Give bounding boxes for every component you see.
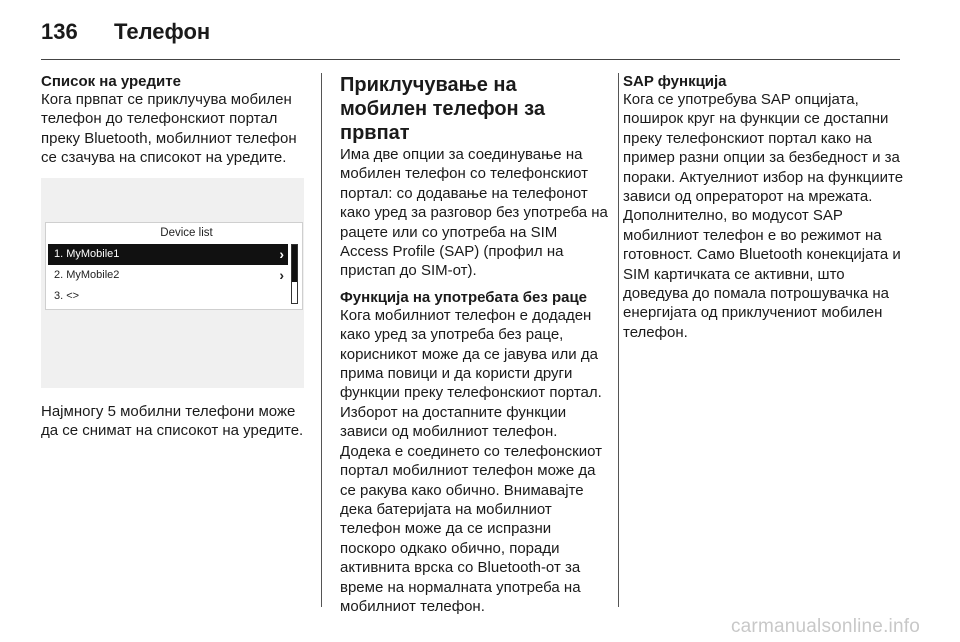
section-heading-device-list: Список на уредите — [41, 73, 181, 90]
page-header — [41, 14, 210, 50]
chevron-right-icon: › — [279, 266, 284, 283]
handsfree-paragraph: Кога мобилниот телефон е додаден како уред за употреба без раце, корисникот може да се јавува или да прима повици и да користи други функции преку телефонскиот портал. Изборот на достапните функции зависи од мобилниот телефон. Додека е соединето со телефонскиот портал мобилниот телефон може да се ракува како обично. Внимавајте дека батеријата на мобилниот телефон може да се испразни поскоро одкако обично, поради активнита врска со Bluetooth-от за време на нормалната употреба на мобилниот телефон. — [340, 306, 602, 615]
column-divider-2 — [618, 73, 619, 607]
page-title: Телефон — [114, 19, 211, 44]
device-list-paragraph: Кога првпат се приклучува мобилен телефон до телефонскиот портал преку Bluetooth, мобилниот телефон се сзачува на списокот на уредите. — [41, 91, 297, 167]
device-item-label: 3. <> — [54, 289, 80, 302]
column-left — [41, 73, 306, 448]
section-heading-first-connect: Приклучување на мобилен телефон за првпат — [340, 74, 545, 144]
device-list-item-2 — [48, 265, 288, 286]
section-heading-sap: SAP функција — [623, 73, 727, 90]
header-rule — [41, 59, 900, 60]
connect-options-paragraph: Има две опции за соединување на мобилен телефон со телефонскиот портал: со додавање на телефонот како уред за разговор без употреба на рацете или со употреба на SIM Access Profile (SAP) (профил на пристап до SIM-от). — [340, 146, 608, 280]
sap-paragraph: Кога се употребува SAP опцијата, поширок круг на функции се достапни преку телефонскиот портал како на пример разни опции за безбедност и за пораки. Актуелниот избор на функциите зависи од опрераторот на мрежата. Дополнително, во модусот SAP мобилниот телефон е во режимот на готовност. Само Bluetooth конекцијата и SIM картичката се активни, што доведува до помала потрошувачка на енергијата од приклучениот мобилен телефон. — [623, 91, 904, 341]
device-item-label: 2. MyMobile2 — [54, 268, 120, 281]
device-list-window — [45, 222, 303, 310]
chevron-right-icon: › — [279, 245, 284, 262]
device-list-item-3 — [48, 286, 288, 307]
device-list-title: Device list — [160, 226, 213, 239]
column-middle — [340, 73, 608, 624]
scrollbar-thumb — [292, 245, 297, 282]
device-list-item-1 — [48, 244, 288, 265]
watermark: carmanualsonline.info — [730, 616, 920, 637]
page-number: 136 — [41, 19, 78, 44]
device-list-screenshot — [41, 178, 304, 388]
column-right — [623, 73, 913, 350]
device-list-scrollbar — [291, 244, 298, 304]
max-phones-paragraph: Најмногу 5 мобилни телефони може да се снимат на списокот на уредите. — [41, 402, 304, 440]
device-item-label: 1. MyMobile1 — [54, 247, 120, 260]
subheading-handsfree: Функција на употребата без раце — [340, 288, 588, 306]
column-divider-1 — [321, 73, 322, 607]
